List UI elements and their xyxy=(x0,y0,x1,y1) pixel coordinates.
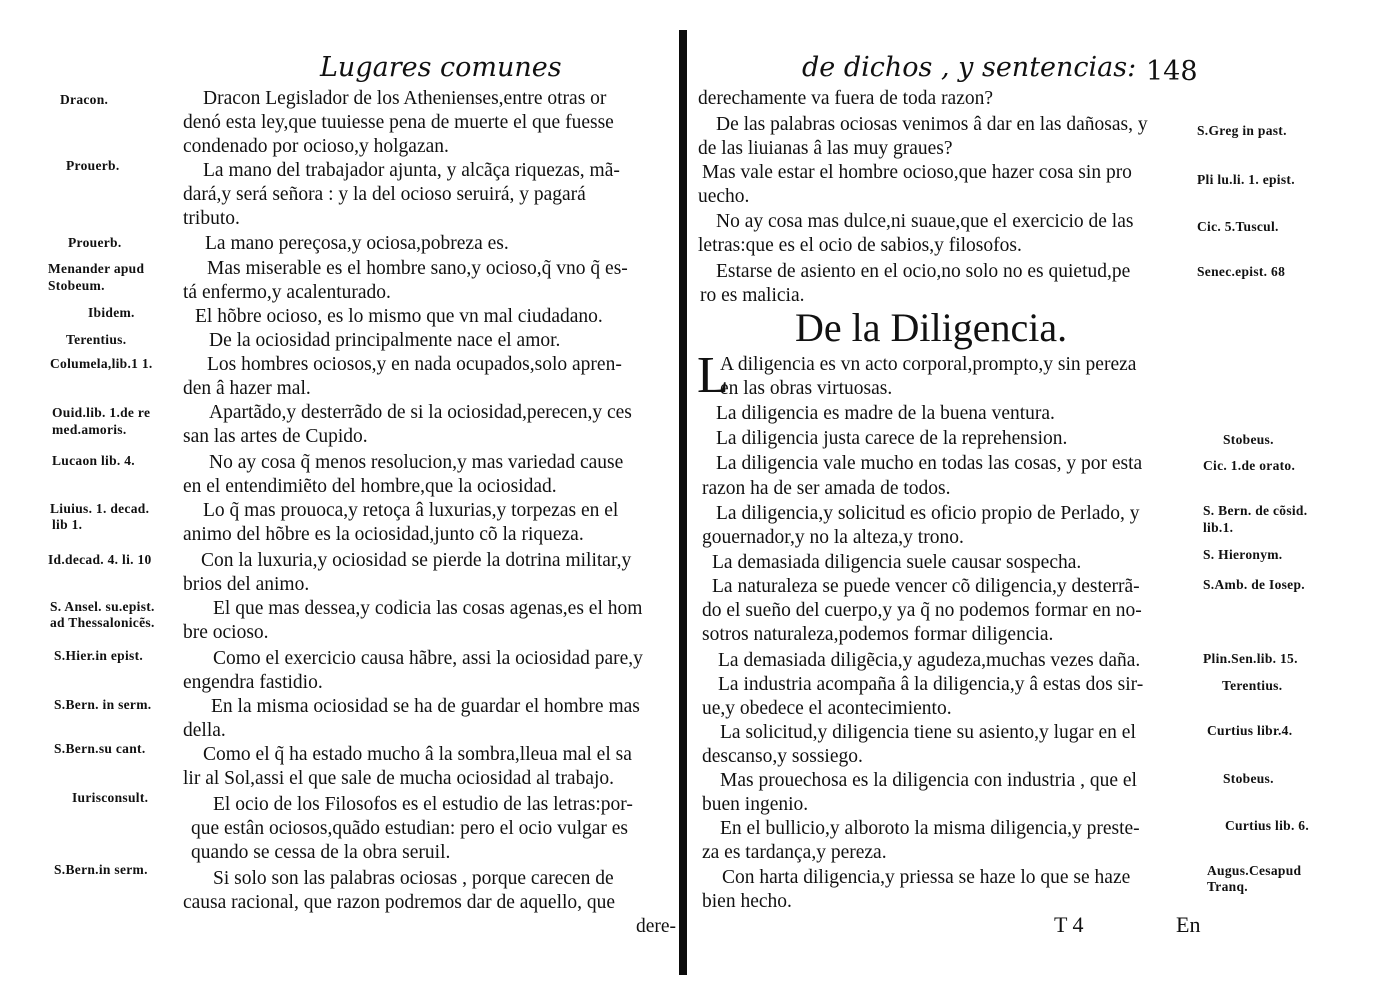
text-line: La industria acompaña â la diligencia,y â estas dos sir- xyxy=(718,674,1144,695)
text-line: En el bullicio,y alboroto la misma diligencia,y preste- xyxy=(720,818,1140,839)
text-line: quando se cessa de la obra seruil. xyxy=(191,842,451,863)
text-line: den â hazer mal. xyxy=(183,378,311,399)
text-line: No ay cosa q̃ menos resolucion,y mas variedad cause xyxy=(209,452,624,473)
margin-note: Curtius libr.4. xyxy=(1207,723,1293,738)
text-line: La demasiada diligencia suele causar sospecha. xyxy=(712,552,1082,573)
text-line: Como el exercicio causa hãbre, assi la ociosidad pare,y xyxy=(213,648,643,669)
text-line: Apartãdo,y desterrãdo de si la ociosidad,perecen,y ces xyxy=(209,402,632,423)
margin-note: Iurisconsult. xyxy=(72,790,149,805)
margin-note: Terentius. xyxy=(66,332,127,347)
text-line: dará,y será señora : y la del ocioso seruirá, y pagará xyxy=(183,184,586,205)
text-line: La diligencia justa carece de la reprehension. xyxy=(716,428,1068,449)
margin-note: Cic. 5.Tuscul. xyxy=(1197,219,1279,234)
text-line: gouernador,y no la alteza,y trono. xyxy=(702,527,964,548)
margin-note: Pli lu.li. 1. epist. xyxy=(1197,172,1295,187)
margin-note: S.Bern.su cant. xyxy=(54,741,146,756)
margin-note: S.Bern. in serm. xyxy=(54,697,152,712)
text-line: A diligencia es vn acto corporal,prompto,y sin pereza xyxy=(720,354,1137,375)
text-line: Mas miserable es el hombre sano,y ocioso,q̃ vno q̃ es- xyxy=(207,258,628,279)
margin-note: Terentius. xyxy=(1222,678,1283,693)
text-line: Con harta diligencia,y priessa se haze lo que se haze xyxy=(722,867,1131,888)
text-line: buen ingenio. xyxy=(702,794,809,815)
margin-note: S.Amb. de Iosep. xyxy=(1203,577,1305,592)
margin-note: ad Thessalonicẽs. xyxy=(50,615,155,630)
text-line: Los hombres ociosos,y en nada ocupados,solo apren- xyxy=(207,354,622,375)
text-line: No ay cosa mas dulce,ni suaue,que el exercicio de las xyxy=(716,211,1134,232)
margin-note: Stobeus. xyxy=(1223,771,1274,786)
text-line: derechamente va fuera de toda razon? xyxy=(698,88,994,109)
margin-note: S.Greg in past. xyxy=(1197,123,1287,138)
text-line: tributo. xyxy=(183,208,240,229)
text-line: La diligencia,y solicitud es oficio propio de Perlado, y xyxy=(716,503,1140,524)
text-line: san las artes de Cupido. xyxy=(183,426,368,447)
margin-note: Columela,lib.1 1. xyxy=(50,356,153,371)
text-line: ro es malicia. xyxy=(700,285,805,306)
signature-mark: T 4 xyxy=(1054,912,1084,937)
text-line: uecho. xyxy=(698,186,750,207)
margin-note: Lucaon lib. 4. xyxy=(52,453,135,468)
text-line: razon ha de ser amada de todos. xyxy=(702,478,951,499)
text-line: denó esta ley,que tuuiesse pena de muerte el que fuesse xyxy=(183,112,614,133)
text-line: Mas prouechosa es la diligencia con industria , que el xyxy=(720,770,1137,791)
text-line: Como el q̃ ha estado mucho â la sombra,lleua mal el sa xyxy=(203,744,632,765)
text-line: brios del animo. xyxy=(183,574,310,595)
text-line: descanso,y sossiego. xyxy=(702,746,863,767)
margin-note: Tranq. xyxy=(1207,879,1248,894)
text-line: De la ociosidad principalmente nace el amor. xyxy=(209,330,561,351)
text-line: Con la luxuria,y ociosidad se pierde la dotrina militar,y xyxy=(201,550,632,571)
margin-note: Plin.Sen.lib. 15. xyxy=(1203,651,1298,666)
margin-note: Ouid.lib. 1.de re xyxy=(52,405,151,420)
margin-note: Augus.Cesapud xyxy=(1207,863,1302,878)
gutter-fold xyxy=(679,30,687,975)
text-line: do el sueño del cuerpo,y ya q̃ no podemos formar en no- xyxy=(702,600,1142,621)
text-line: sotros naturaleza,podemos formar diligencia. xyxy=(702,624,1054,645)
text-line: causa racional, que razon podremos dar de aquello, que xyxy=(183,892,616,913)
text-line: Mas vale estar el hombre ocioso,que hazer cosa sin pro xyxy=(702,162,1132,183)
text-line: en el entendimiẽto del hombre,que la ociosidad. xyxy=(183,476,557,497)
text-line: en las obras virtuosas. xyxy=(720,378,893,399)
margin-note: Id.decad. 4. li. 10 xyxy=(48,552,152,567)
text-line: de las liuianas â las muy graues? xyxy=(698,138,953,159)
margin-note: S. Ansel. su.epist. xyxy=(50,599,155,614)
margin-note: Liuius. 1. decad. xyxy=(50,501,150,516)
drop-capital: L xyxy=(697,347,729,404)
text-line: Dracon Legislador de los Athenienses,entre otras or xyxy=(203,88,607,109)
text-line: El ocio de los Filosofos es el estudio de las letras:por- xyxy=(213,794,633,815)
text-line: La demasiada diligẽcia,y agudeza,muchas vezes daña. xyxy=(718,650,1141,671)
margin-note: Dracon. xyxy=(60,92,109,107)
text-line: lir al Sol,assi el que sale de mucha ociosidad al trabajo. xyxy=(183,768,615,789)
text-line: La diligencia vale mucho en todas las cosas, y por esta xyxy=(716,453,1143,474)
text-line: tá enfermo,y acalenturado. xyxy=(183,282,391,303)
margin-note: Prouerb. xyxy=(68,235,122,250)
text-line: za es tardança,y pereza. xyxy=(702,842,887,863)
text-line: condenado por ocioso,y holgazan. xyxy=(183,136,449,157)
text-line: La diligencia es madre de la buena ventura. xyxy=(716,403,1055,424)
text-line: La naturaleza se puede vencer cõ diligencia,y desterrã- xyxy=(712,576,1140,597)
text-line: dere- xyxy=(636,916,677,937)
text-line: De las palabras ociosas venimos â dar en las dañosas, y xyxy=(716,114,1148,135)
text-line: Estarse de asiento en el ocio,no solo no es quietud,pe xyxy=(716,261,1131,282)
catchword: En xyxy=(1176,912,1201,937)
text-line: En la misma ociosidad se ha de guardar el hombre mas xyxy=(211,696,640,717)
text-line: della. xyxy=(183,720,226,741)
text-line: El hõbre ocioso, es lo mismo que vn mal ciudadano. xyxy=(195,306,603,327)
margin-note: S.Hier.in epist. xyxy=(54,648,144,663)
text-line: bre ocioso. xyxy=(183,622,269,643)
margin-note: Ibidem. xyxy=(88,305,135,320)
margin-note: Cic. 1.de orato. xyxy=(1203,458,1296,473)
text-line: La mano del trabajador ajunta, y alcãça riquezas, mã- xyxy=(203,160,620,181)
margin-note: Curtius lib. 6. xyxy=(1225,818,1310,833)
text-line: que estân ociosos,quãdo estudian: pero el ocio vulgar es xyxy=(191,818,629,839)
text-line: Si solo son las palabras ociosas , porque carecen de xyxy=(213,868,614,889)
text-line: bien hecho. xyxy=(702,891,792,912)
margin-note: S. Bern. de cõsid. xyxy=(1203,503,1308,518)
margin-note: lib 1. xyxy=(52,517,83,532)
margin-note: Senec.epist. 68 xyxy=(1197,264,1286,279)
text-line: letras:que es el ocio de sabios,y filosofos. xyxy=(698,235,1022,256)
margin-note: lib.1. xyxy=(1203,520,1234,535)
margin-note: med.amoris. xyxy=(52,422,127,437)
text-line: ue,y obedece el acontecimiento. xyxy=(702,698,952,719)
margin-note: S. Hieronym. xyxy=(1203,547,1283,562)
text-line: El que mas dessea,y codicia las cosas agenas,es el hom xyxy=(213,598,643,619)
margin-note: Prouerb. xyxy=(66,158,120,173)
margin-note: Menander apud xyxy=(48,261,145,276)
page-number: 148 xyxy=(1146,56,1198,87)
text-line: animo del hõbre es la ociosidad,junto cõ la riqueza. xyxy=(183,524,584,545)
right-running-head: de dichos , y sentencias: xyxy=(802,52,1137,83)
left-running-head: Lugares comunes xyxy=(320,52,562,83)
text-line: La mano pereçosa,y ociosa,pobreza es. xyxy=(205,233,509,254)
margin-note: Stobeum. xyxy=(48,278,105,293)
section-heading: De la Diligencia. xyxy=(795,305,1068,350)
text-line: Lo q̃ mas prouoca,y retoça â luxurias,y torpezas en el xyxy=(203,500,619,521)
margin-note: S.Bern.in serm. xyxy=(54,862,148,877)
margin-note: Stobeus. xyxy=(1223,432,1274,447)
text-line: engendra fastidio. xyxy=(183,672,323,693)
text-line: La solicitud,y diligencia tiene su asiento,y lugar en el xyxy=(720,722,1136,743)
